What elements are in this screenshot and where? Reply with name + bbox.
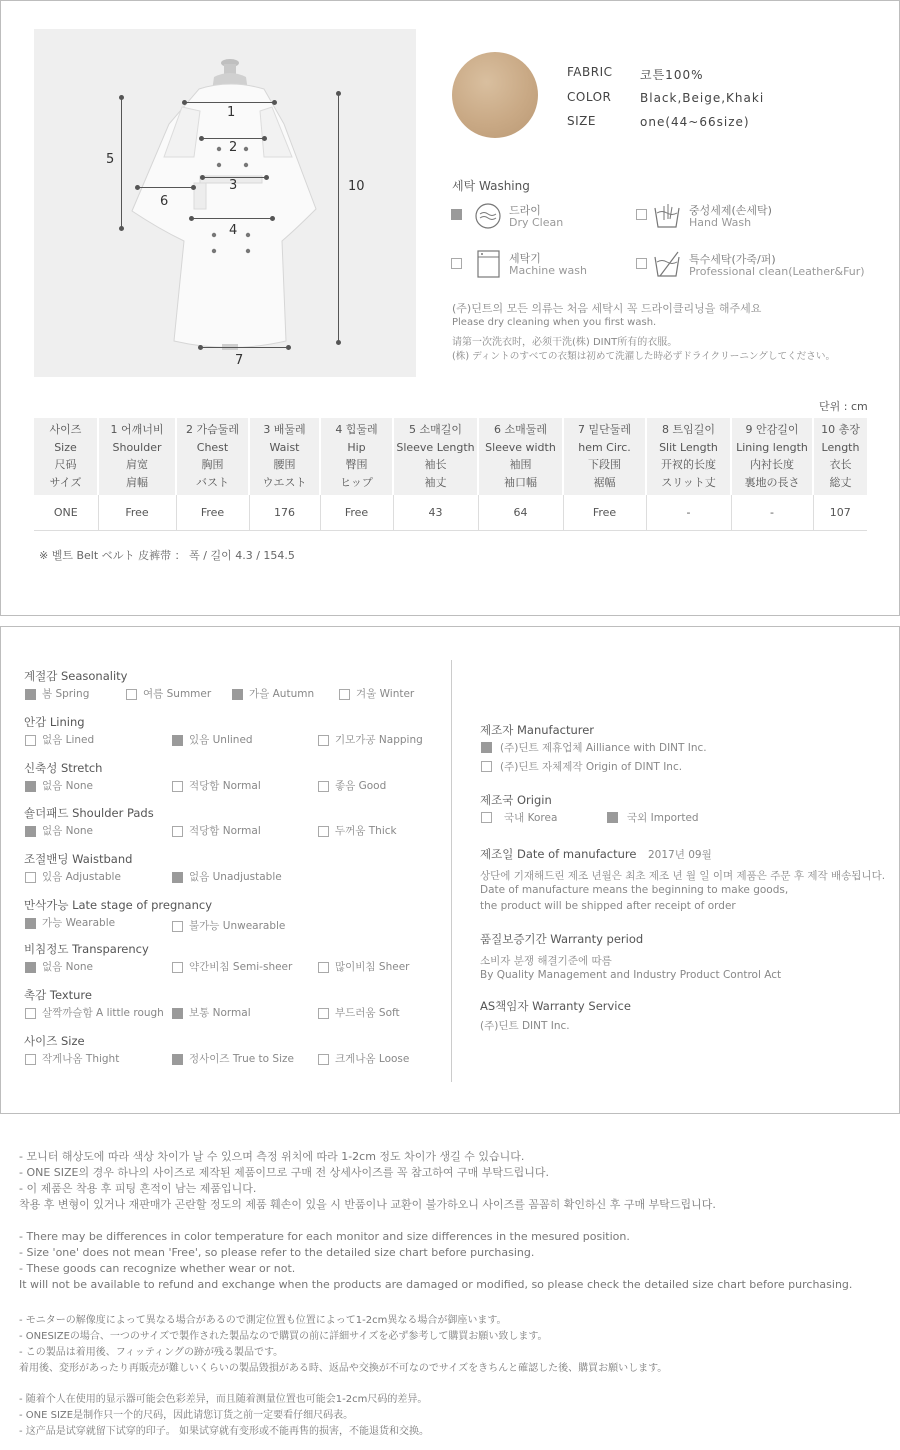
attribute-option-checkbox[interactable]: [25, 962, 36, 973]
warranty-ko: 소비자 분쟁 해결기준에 따름: [480, 955, 612, 967]
attribute-label: 숄더패드 Shoulder Pads: [24, 806, 154, 820]
attribute-option-checkbox[interactable]: [172, 921, 183, 932]
machine-wash-icon: [476, 249, 502, 279]
attribute-label: 비침정도 Transparency: [24, 942, 149, 956]
attribute-label: 조절밴딩 Waistband: [24, 852, 133, 866]
size-value-cell: ONE: [34, 495, 98, 531]
attribute-option-checkbox[interactable]: [172, 781, 183, 792]
washing-note-en: Please dry cleaning when you first wash.: [452, 317, 657, 328]
attribute-option-checkbox[interactable]: [318, 1008, 329, 1019]
size-value-cell: Free: [176, 495, 249, 531]
size-header-line: Waist: [269, 440, 300, 454]
size-header-line: 内衬长度: [750, 458, 794, 471]
attribute-option-checkbox[interactable]: [25, 918, 36, 929]
manufacturer-origin-checkbox[interactable]: [481, 761, 492, 772]
origin-title: 제조국 Origin: [480, 793, 552, 807]
attribute-option-checkbox[interactable]: [172, 1008, 183, 1019]
size-value-cell: Free: [563, 495, 646, 531]
attribute-option-checkbox[interactable]: [25, 689, 36, 700]
wash-machine-checkbox[interactable]: [451, 258, 462, 269]
notice-line-english: - Size 'one' does not mean 'Free', so please refer to the detailed size chart before purchasing.: [19, 1246, 535, 1259]
notice-line-japanese: 着用後、変形があったり再販売が難しいくらいの製品毀損がある時、返品や交換が不可なのでサイズをきちんと確認した後、購買お願いします。: [19, 1363, 668, 1374]
size-value-cell: -: [646, 495, 731, 531]
attribute-option-label: 적당함 Normal: [189, 825, 261, 837]
size-header-line: 10 총장: [821, 423, 860, 436]
notice-line-chinese: - ONE SIZE是制作只一个的尺码，因此请您订货之前一定要看仔细尺码表。: [19, 1410, 354, 1421]
attribute-option-label: 봄 Spring: [42, 688, 90, 700]
belt-note: ※ 벨트 Belt ベルト 皮裤带 ： 폭 / 길이 4.3 / 154.5: [39, 549, 295, 562]
size-header-cell: [646, 418, 731, 495]
dim-label-4: 4: [229, 223, 238, 238]
washing-title: 세탁 Washing: [452, 179, 530, 193]
attribute-option-label: 있음 Adjustable: [42, 871, 121, 883]
manufacturer-alliance-checkbox[interactable]: [481, 742, 492, 753]
attribute-option-checkbox[interactable]: [339, 689, 350, 700]
attribute-option-label: 여름 Summer: [143, 688, 212, 700]
size-header-line: Hip: [347, 440, 366, 454]
size-header-line: 6 소매둘레: [494, 423, 547, 436]
washing-note-zh: 请第一次洗衣时，必须干洗(株) DINT所有的衣服。: [452, 337, 678, 348]
dim-label-7: 7: [235, 353, 244, 368]
notice-line-english: It will not be available to refund and exchange when the products are damaged or modified, so please check the detailed size chart before purchasing.: [19, 1278, 853, 1291]
attribute-option-label: 없음 Lined: [42, 734, 95, 746]
dim-label-10: 10: [348, 179, 365, 194]
product-info-panel: [0, 0, 900, 616]
attribute-option-label: 적당함 Normal: [189, 780, 261, 792]
size-header-cell: [98, 418, 176, 495]
attribute-label: 사이즈 Size: [24, 1034, 85, 1048]
size-header-line: 尺码: [54, 458, 77, 471]
size-header-line: 7 밑단둘레: [578, 423, 631, 436]
warranty-title: 품질보증기간 Warranty period: [480, 932, 644, 946]
size-header-line: 袖围: [509, 458, 532, 471]
size-header-line: Size: [54, 440, 77, 454]
size-header-line: hem Circ.: [578, 440, 631, 454]
size-header-line: 3 배둘레: [263, 423, 306, 436]
size-header-line: バスト: [196, 475, 229, 489]
attribute-option-label: 가능 Wearable: [42, 917, 116, 929]
attribute-option-label: 정사이즈 True to Size: [189, 1053, 294, 1065]
attribute-option-checkbox[interactable]: [25, 1008, 36, 1019]
attribute-option-checkbox[interactable]: [25, 781, 36, 792]
size-header-line: 사이즈: [49, 423, 82, 436]
notice-line-korean: 착용 후 변형이 있거나 재판매가 곤란할 정도의 제품 훼손이 있을 시 반품이나 교환이 불가하오니 사이즈를 꼼꼼히 확인하신 후 구매 부탁드립니다.: [19, 1198, 716, 1211]
attribute-label: 만삭가능 Late stage of pregnancy: [24, 898, 213, 912]
color-value: Black,Beige,Khaki: [640, 91, 765, 105]
attribute-option-checkbox[interactable]: [25, 1054, 36, 1065]
wash-professional-label: 특수세탁(가죽/퍼): [689, 253, 776, 266]
fabric-swatch: [452, 52, 538, 138]
notice-line-korean: - ONE SIZE의 경우 하나의 사이즈로 제작된 제품이므로 구매 전 상세사이즈를 꼭 참고하여 구매 부탁드립니다.: [19, 1166, 550, 1179]
hand-wash-icon: [652, 202, 682, 230]
attribute-option-label: 살짝까슬함 A little rough: [42, 1007, 164, 1019]
wash-dry-clean-checkbox[interactable]: [451, 209, 462, 220]
size-value-cell: -: [731, 495, 813, 531]
size-header-line: ヒップ: [340, 475, 373, 489]
attribute-option-checkbox[interactable]: [25, 872, 36, 883]
size-value: one(44~66size): [640, 115, 750, 129]
size-header-line: 肩幅: [126, 475, 148, 489]
attribute-option-label: 보통 Normal: [189, 1007, 251, 1019]
attribute-option-label: 없음 None: [42, 780, 94, 792]
size-header-line: 9 안감길이: [745, 423, 799, 436]
attribute-option-checkbox[interactable]: [172, 1054, 183, 1065]
attribute-option-checkbox[interactable]: [232, 689, 243, 700]
size-header-line: Shoulder: [112, 440, 162, 454]
origin-korea-label: 국내 Korea: [504, 812, 558, 824]
column-divider: [451, 660, 452, 1082]
attribute-option-label: 있음 Unlined: [189, 734, 253, 746]
trench-coat-figure: [34, 29, 416, 377]
attribute-option-checkbox[interactable]: [25, 735, 36, 746]
attribute-option-checkbox[interactable]: [25, 826, 36, 837]
size-header-line: 袖丈: [424, 475, 447, 489]
size-header-line: スリット丈: [661, 475, 716, 489]
attribute-option-checkbox[interactable]: [172, 735, 183, 746]
size-header-cell: [478, 418, 563, 495]
size-header-line: 下段围: [588, 458, 621, 471]
attribute-label: 촉감 Texture: [24, 988, 92, 1002]
size-header-cell: [249, 418, 320, 495]
service-title: AS책임자 Warranty Service: [480, 999, 631, 1013]
attribute-option-checkbox[interactable]: [318, 826, 329, 837]
size-header-line: 袖长: [424, 458, 447, 471]
size-header-cell: [34, 418, 98, 495]
attribute-option-checkbox[interactable]: [172, 826, 183, 837]
origin-imported-checkbox[interactable]: [607, 812, 618, 823]
wash-professional-checkbox[interactable]: [636, 258, 647, 269]
notice-line-japanese: - モニターの解像度によって異なる場合があるので測定位置も位置によって1-2cm異なる場合が御座います。: [19, 1315, 507, 1326]
attribute-option-checkbox[interactable]: [318, 781, 329, 792]
attribute-option-checkbox[interactable]: [172, 962, 183, 973]
size-header-line: 裾幅: [593, 475, 616, 489]
size-header-line: Slit Length: [659, 440, 718, 454]
warranty-en: By Quality Management and Industry Product Control Act: [480, 969, 782, 981]
manufacturer-origin-label: (주)딘트 자체제작 Origin of DINT Inc.: [500, 761, 683, 773]
attribute-option-label: 많이비침 Sheer: [335, 961, 410, 973]
size-header-line: Chest: [196, 440, 229, 454]
size-header-cell: [731, 418, 813, 495]
size-header-line: 裏地の長さ: [744, 475, 800, 489]
attribute-option-label: 없음 None: [42, 961, 94, 973]
dim-label-2: 2: [229, 140, 238, 155]
wash-hand-wash-sub: Hand Wash: [689, 216, 752, 229]
attribute-option-checkbox[interactable]: [126, 689, 137, 700]
size-header-line: 1 어깨너비: [110, 423, 164, 436]
attribute-option-label: 부드러움 Soft: [335, 1007, 400, 1019]
attribute-option-checkbox[interactable]: [318, 1054, 329, 1065]
wash-machine-label: 세탁기: [509, 252, 541, 265]
notice-line-english: - There may be differences in color temperature for each monitor and size differences in the mesured position.: [19, 1230, 630, 1243]
product-illustration: [34, 29, 416, 377]
attribute-label: 안감 Lining: [24, 715, 85, 729]
attribute-option-label: 약간비침 Semi-sheer: [189, 961, 293, 973]
attribute-option-label: 불가능 Unwearable: [189, 920, 286, 932]
size-header-cell: [563, 418, 646, 495]
notice-line-chinese: - 随着个人在使用的显示器可能会色彩差异，而且随着测量位置也可能会1-2cm尺码的差异。: [19, 1394, 428, 1405]
size-header-line: 8 트임길이: [662, 423, 715, 436]
size-header-line: 2 가슴둘레: [186, 423, 239, 436]
size-value-cell: 64: [478, 495, 563, 531]
dry-clean-icon: [474, 202, 502, 230]
wash-dry-clean-sub: Dry Clean: [509, 216, 564, 229]
size-value-cell: Free: [320, 495, 393, 531]
color-label: COLOR: [567, 90, 612, 104]
size-header-line: Sleeve Length: [396, 440, 475, 454]
attribute-label: 계절감 Seasonality: [24, 669, 128, 683]
size-header-line: 臀围: [345, 458, 368, 471]
size-header-cell: [393, 418, 478, 495]
size-value-cell: 176: [249, 495, 320, 531]
wash-professional-sub: Professional clean(Leather&Fur): [689, 265, 865, 278]
notice-line-korean: - 모니터 해상도에 따라 색상 차이가 날 수 있으며 측정 위치에 따라 1-2cm 정도 차이가 생길 수 있습니다.: [19, 1150, 525, 1163]
size-header-line: Length: [821, 440, 860, 454]
service-value: (주)딘트 DINT Inc.: [480, 1020, 570, 1032]
size-label: SIZE: [567, 114, 596, 128]
attribute-option-checkbox[interactable]: [172, 872, 183, 883]
size-header-line: 腰围: [273, 458, 296, 471]
size-value-cell: Free: [98, 495, 176, 531]
size-header-cell: [320, 418, 393, 495]
attribute-option-label: 작게나옴 Thight: [42, 1053, 120, 1065]
notice-line-japanese: - ONESIZEの場合、一つのサイズで製作された製品なので購買の前に詳細サイズを必ず参考して購買お願い致します。: [19, 1331, 548, 1342]
washing-note-ko: (주)딘트의 모든 의류는 처음 세탁시 꼭 드라이클리닝을 해주세요: [452, 302, 762, 315]
attribute-option-label: 좋음 Good: [335, 780, 387, 792]
size-header-line: 胸围: [201, 458, 224, 471]
attribute-option-label: 없음 Unadjustable: [189, 871, 282, 883]
size-header-line: Lining length: [736, 440, 808, 454]
dim-label-1: 1: [227, 105, 236, 120]
attribute-option-checkbox[interactable]: [318, 735, 329, 746]
size-header-cell: [176, 418, 249, 495]
size-header-line: 开衩的长度: [661, 458, 716, 471]
wash-hand-wash-checkbox[interactable]: [636, 209, 647, 220]
date-note-ko: 상단에 기재해드린 제조 년월은 최초 제조 년 월 일 이며 제품은 주문 후 제작 배송됩니다.: [480, 870, 886, 882]
date-value: 2017년 09월: [648, 849, 712, 861]
size-header-line: 5 소매길이: [409, 423, 462, 436]
attribute-option-label: 가을 Autumn: [249, 688, 315, 700]
size-value-cell: 43: [393, 495, 478, 531]
size-table: [34, 418, 867, 531]
notice-line-chinese: - 这产品是试穿就留下试穿的印子。 如果试穿就有变形或不能再售的损害，不能退货和交换。: [19, 1426, 429, 1437]
origin-imported-label: 국외 Imported: [627, 812, 699, 824]
wash-dry-clean-label: 드라이: [509, 204, 541, 217]
wash-hand-wash-label: 중성세제(손세탁): [689, 204, 772, 217]
attribute-label: 신축성 Stretch: [24, 761, 103, 775]
wash-machine-sub: Machine wash: [509, 264, 587, 277]
attribute-option-label: 없음 None: [42, 825, 94, 837]
attribute-option-checkbox[interactable]: [318, 962, 329, 973]
size-value-cell: 107: [813, 495, 867, 531]
notice-line-korean: - 이 제품은 착용 후 피팅 흔적이 남는 제품입니다.: [19, 1182, 257, 1195]
date-note-en-2: the product will be shipped after receipt of order: [480, 900, 736, 912]
manufacturer-title: 제조자 Manufacturer: [480, 723, 595, 737]
date-note-en-1: Date of manufacture means the beginning to make goods,: [480, 884, 789, 896]
attribute-option-label: 두꺼움 Thick: [335, 825, 397, 837]
attribute-option-label: 겨울 Winter: [356, 688, 415, 700]
size-table-header-row: [34, 418, 867, 495]
date-title: 제조일 Date of manufacture: [480, 847, 637, 861]
size-header-line: 総丈: [829, 475, 852, 489]
dim-label-3: 3: [229, 178, 238, 193]
size-header-line: 衣长: [829, 458, 852, 471]
washing-note-ja: (株) ディントのすべての衣類は初めて洗濯した時必ずドライクリーニングしてください。: [452, 351, 836, 362]
attribute-option-label: 기모가공 Napping: [335, 734, 423, 746]
size-header-line: Sleeve width: [485, 440, 556, 454]
unit-label: 단위 : cm: [819, 400, 868, 413]
fabric-value: 코튼100%: [640, 68, 704, 82]
size-header-line: サイズ: [49, 475, 82, 489]
size-header-line: ウエスト: [262, 475, 307, 489]
size-table-row: [34, 495, 867, 531]
notice-line-english: - These goods can recognize whether wear or not.: [19, 1262, 296, 1275]
size-header-line: 袖口幅: [504, 475, 537, 489]
fabric-label: FABRIC: [567, 65, 613, 79]
attribute-option-label: 크게나옴 Loose: [335, 1053, 410, 1065]
professional-clean-icon: [652, 249, 682, 279]
notice-line-japanese: - この製品は着用後、フィッティングの跡が残る製品です。: [19, 1347, 284, 1358]
manufacturer-alliance-label: (주)딘트 제휴업체 Ailliance with DINT Inc.: [500, 742, 707, 754]
dim-label-6: 6: [160, 194, 169, 209]
size-header-cell: [813, 418, 867, 495]
dim-label-5: 5: [106, 152, 115, 167]
size-header-line: 4 힙둘레: [335, 423, 378, 436]
origin-korea-checkbox[interactable]: [481, 812, 492, 823]
size-header-line: 肩宽: [126, 458, 148, 471]
